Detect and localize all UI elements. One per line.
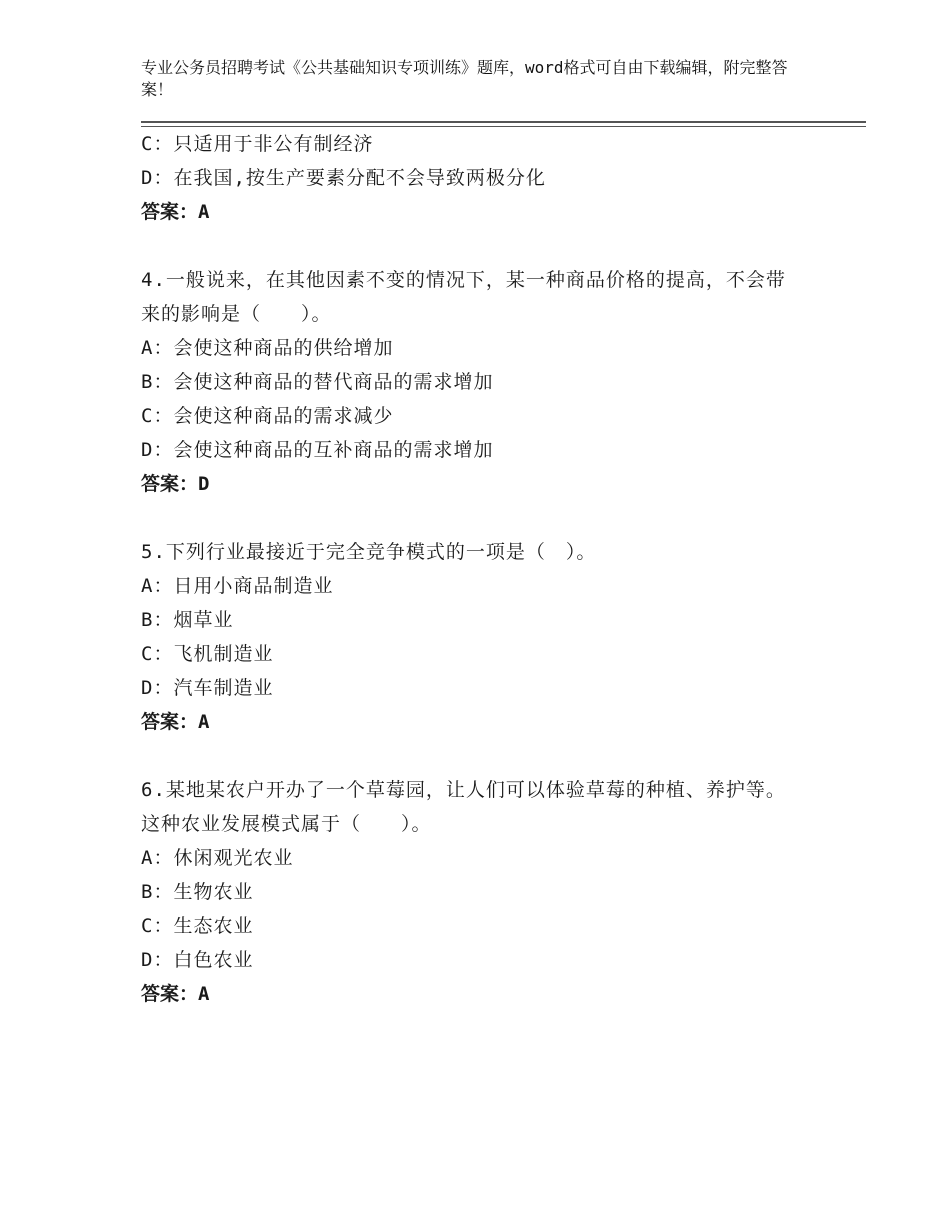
- header-rule-thick: [141, 121, 866, 123]
- option-b: B：生物农业: [141, 881, 254, 903]
- option-d: D：白色农业: [141, 949, 254, 971]
- option-d: D：汽车制造业: [141, 677, 274, 699]
- spacer: [141, 739, 801, 773]
- option-a: A：休闲观光农业: [141, 847, 294, 869]
- answer-line: 答案：A: [141, 201, 210, 223]
- option-d: D：会使这种商品的互补商品的需求增加: [141, 439, 494, 461]
- answer-line: 答案：D: [141, 473, 210, 495]
- question-block-5: [141, 535, 801, 739]
- question-block-3-continued: [141, 127, 801, 229]
- question-block-6: [141, 773, 801, 1011]
- spacer: [141, 501, 801, 535]
- question-stem: 5.下列行业最接近于完全竞争模式的一项是（ ）。: [141, 541, 597, 563]
- question-stem: 4.一般说来，在其他因素不变的情况下，某一种商品价格的提高，不会带来的影响是（ ）。: [141, 269, 786, 325]
- answer-line: 答案：A: [141, 983, 210, 1005]
- question-block-4: [141, 263, 801, 501]
- option-b: B：会使这种商品的替代商品的需求增加: [141, 371, 494, 393]
- option-a: A：会使这种商品的供给增加: [141, 337, 394, 359]
- option-b: B：烟草业: [141, 609, 234, 631]
- option-c: C：生态农业: [141, 915, 254, 937]
- option-d: D：在我国,按生产要素分配不会导致两极分化: [141, 167, 546, 189]
- option-c: C：飞机制造业: [141, 643, 274, 665]
- question-content: [141, 127, 801, 1011]
- document-header: 专业公务员招聘考试《公共基础知识专项训练》题库，word格式可自由下载编辑，附完整答案！: [141, 58, 788, 99]
- answer-line: 答案：A: [141, 711, 210, 733]
- option-c: C：会使这种商品的需求减少: [141, 405, 394, 427]
- option-a: A：日用小商品制造业: [141, 575, 334, 597]
- option-c: C：只适用于非公有制经济: [141, 133, 374, 155]
- question-stem: 6.某地某农户开办了一个草莓园，让人们可以体验草莓的种植、养护等。这种农业发展模式属于（ ）。: [141, 779, 786, 835]
- spacer: [141, 229, 801, 263]
